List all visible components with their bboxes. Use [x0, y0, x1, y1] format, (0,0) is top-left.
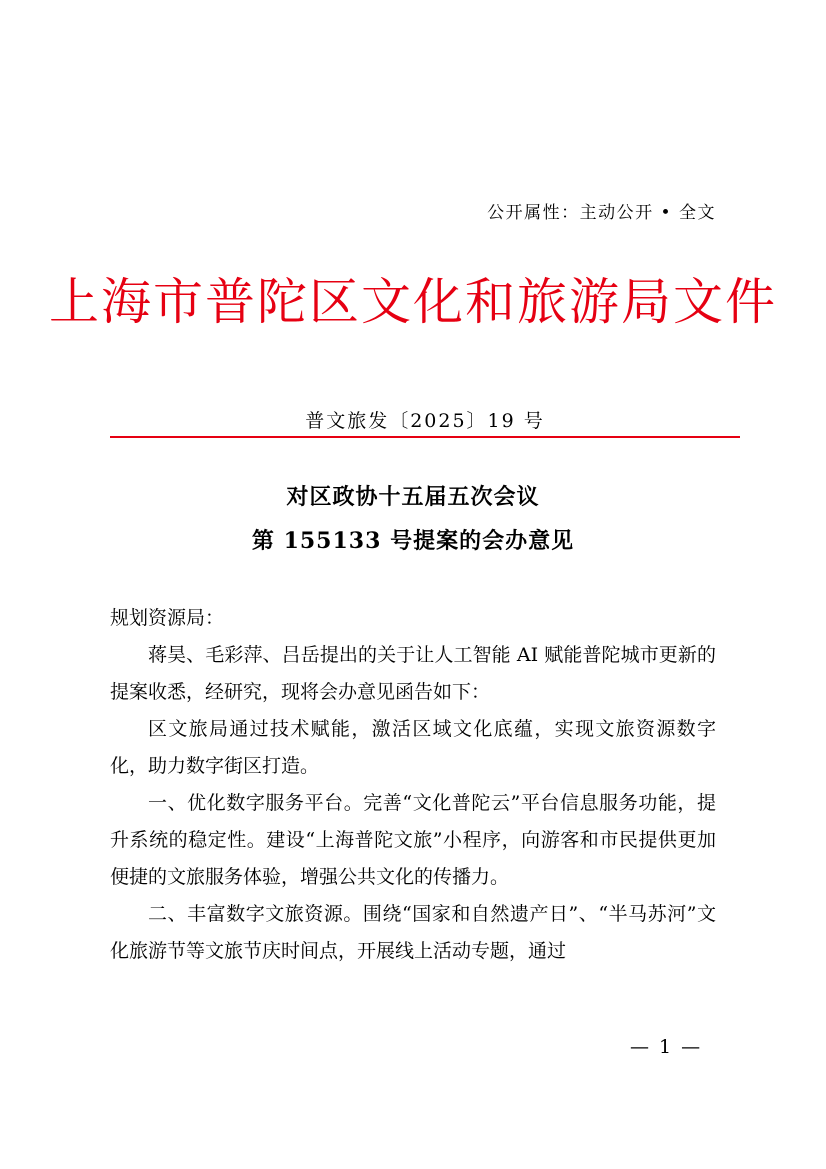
document-title-line-1: 对区政协十五届五次会议 — [286, 484, 540, 510]
document-number: 普文旅发〔2025〕19 号 — [305, 410, 545, 432]
disclosure-attribute: 公开属性：主动公开 • 全文 — [487, 203, 716, 223]
red-separator-line — [110, 436, 740, 438]
body-paragraph: 二、丰富数字文旅资源。围绕“国家和自然遗产日”、“半马苏河”文化旅游节等文旅节庆时间点，开展线上活动专题，通过 — [110, 903, 716, 962]
document-body — [110, 600, 716, 970]
salutation: 规划资源局： — [110, 607, 225, 629]
body-paragraph: 区文旅局通过技术赋能，激活区域文化底蕴，实现文旅资源数字化，助力数字街区打造。 — [110, 718, 716, 777]
document-masthead: 上海市普陀区文化和旅游局文件 — [49, 273, 777, 331]
page-number: — 1 — — [630, 1036, 703, 1058]
document-title-line-2: 第 155133 号提案的会办意见 — [251, 528, 575, 554]
body-paragraph: 一、优化数字服务平台。完善“文化普陀云”平台信息服务功能，提升系统的稳定性。建设“上海普陀文旅”小程序，向游客和市民提供更加便捷的文旅服务体验，增强公共文化的传播力。 — [110, 792, 716, 888]
body-paragraph: 蒋昊、毛彩萍、吕岳提出的关于让人工智能 AI 赋能普陀城市更新的提案收悉，经研究，现将会办意见函告如下： — [110, 644, 716, 703]
